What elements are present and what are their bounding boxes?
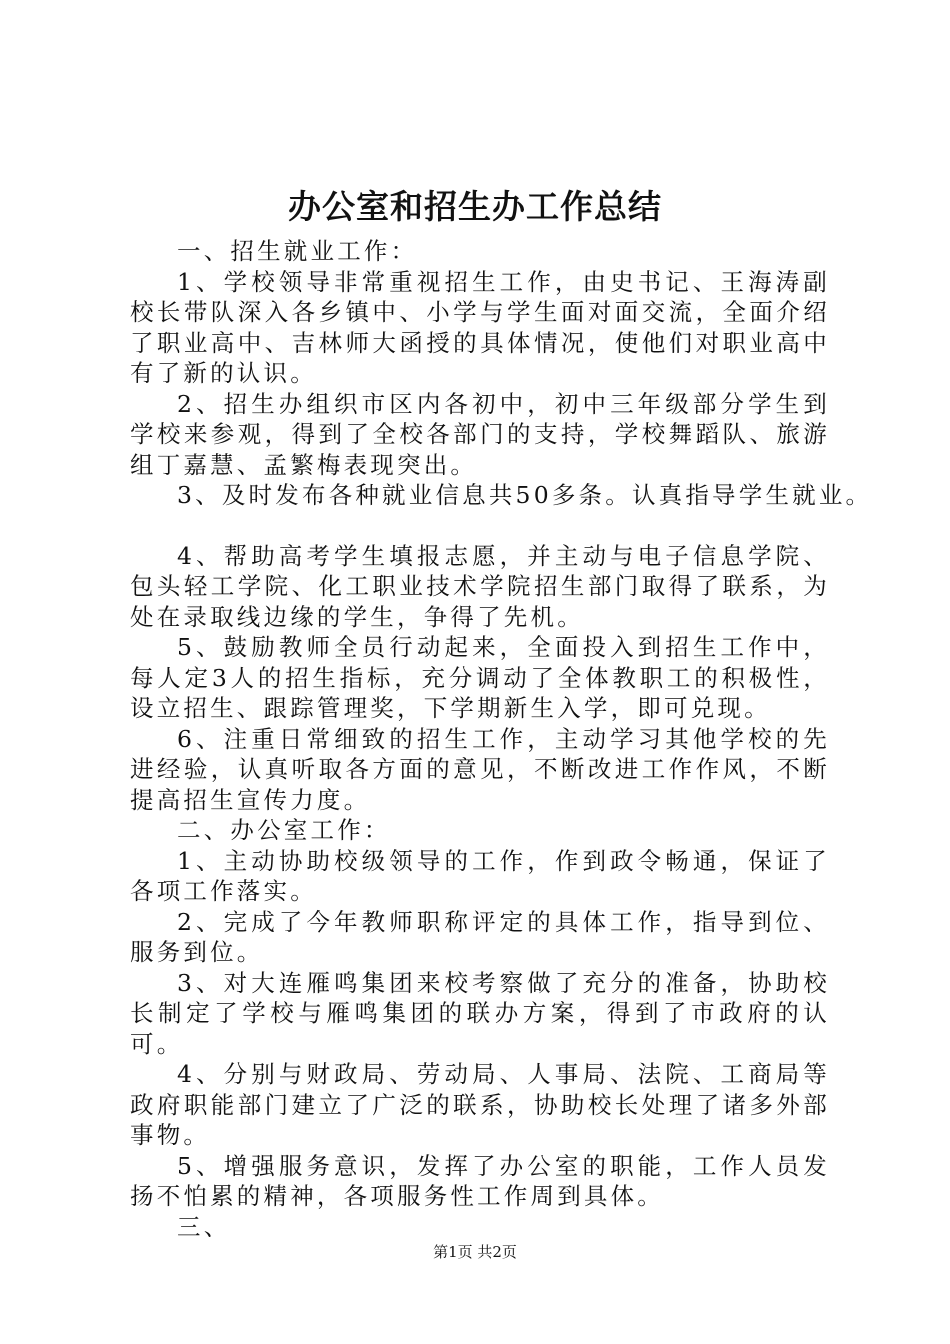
paragraph: 2、招生办组织市区内各初中，初中三年级部分学生到学校来参观，得到了全校各部门的支持，学校舞蹈队、旅游组丁嘉慧、孟繁梅表现突出。 [130,389,830,479]
section-heading-office: 二、办公室工作： [177,816,391,844]
paragraph: 4、帮助高考学生填报志愿，并主动与电子信息学院、包头轻工学院、化工职业技术学院招生部门取得了联系，为处在录取线边缘的学生，争得了先机。 [130,541,830,631]
paragraph: 3、及时发布各种就业信息共50多条。认真指导学生就业。 [177,481,873,509]
paragraph: 3、对大连雁鸣集团来校考察做了充分的准备，协助校长制定了学校与雁鸣集团的联办方案，得到了市政府的认可。 [130,968,830,1058]
paragraph: 2、完成了今年教师职称评定的具体工作，指导到位、服务到位。 [130,907,830,966]
document-body [130,236,873,1242]
paragraph: 1、主动协助校级领导的工作，作到政令畅通，保证了各项工作落实。 [130,846,830,905]
paragraph: 5、增强服务意识，发挥了办公室的职能，工作人员发扬不怕累的精神，各项服务性工作周到具体。 [130,1151,830,1210]
page-indicator: 第1页 共2页 [433,1243,517,1261]
paragraph: 1、学校领导非常重视招生工作，由史书记、王海涛副校长带队深入各乡镇中、小学与学生面对面交流，全面介绍了职业高中、吉林师大函授的具体情况，使他们对职业高中有了新的认识。 [130,267,830,387]
document-title: 办公室和招生办工作总结 [288,187,662,226]
paragraph: 4、分别与财政局、劳动局、人事局、法院、工商局等政府职能部门建立了广泛的联系，协助校长处理了诸多外部事物。 [130,1060,830,1149]
section-heading-admissions: 一、招生就业工作： [177,237,418,265]
paragraph: 6、注重日常细致的招生工作，主动学习其他学校的先进经验，认真听取各方面的意见，不断改进工作作风，不断提高招生宣传力度。 [130,724,830,814]
paragraph: 5、鼓励教师全员行动起来，全面投入到招生工作中，每人定3人的招生指标，充分调动了全体教职工的积极性，设立招生、跟踪管理奖，下学期新生入学，即可兑现。 [130,633,830,722]
section-heading-third: 三、 [177,1212,231,1241]
